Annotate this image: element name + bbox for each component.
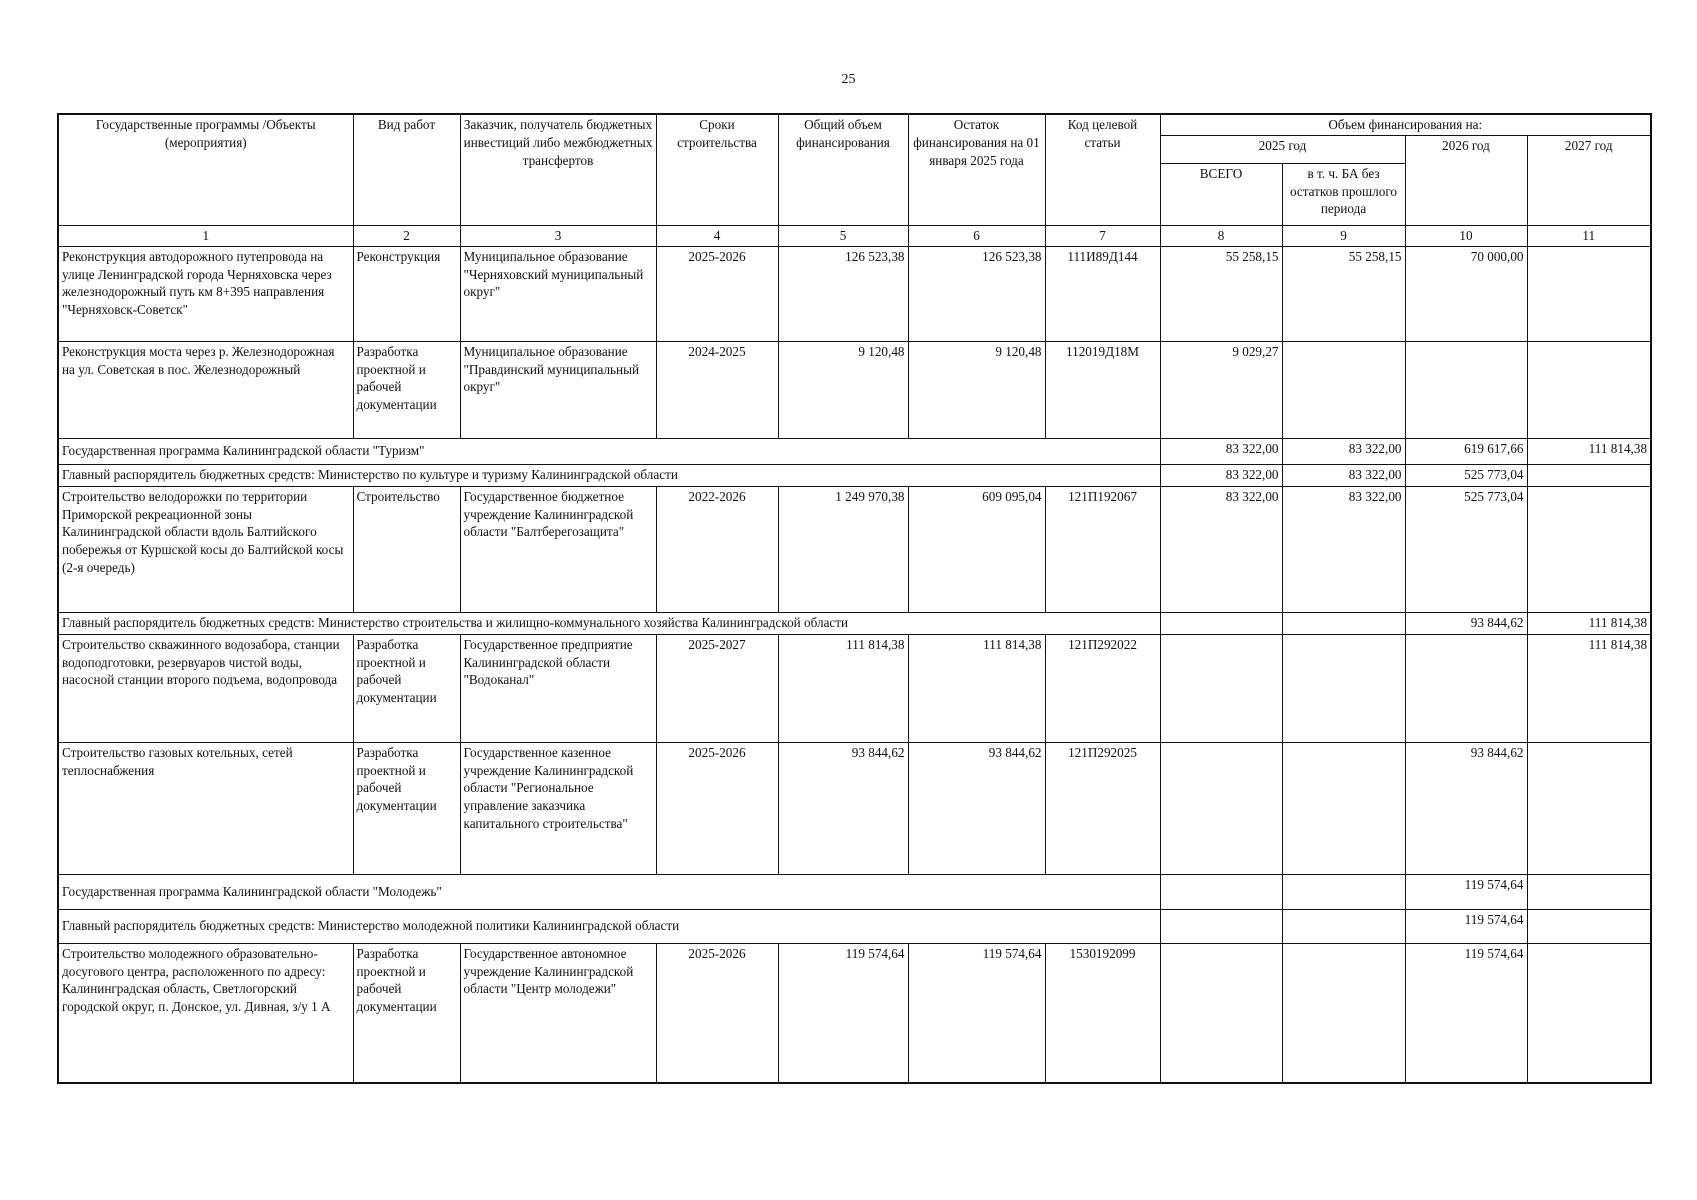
column-number: 1 [58,225,353,246]
object-name: Строительство газовых котельных, сетей теплоснабжения [58,742,353,874]
y2026 [1405,634,1527,742]
y2025-ba [1282,909,1405,943]
column-number: 4 [656,225,778,246]
y2027 [1527,464,1651,486]
period: 2025-2027 [656,634,778,742]
manager-row [58,909,1651,943]
column-number: 6 [908,225,1045,246]
y2025-ba: 83 322,00 [1282,486,1405,612]
y2026: 119 574,64 [1405,943,1527,1083]
y2025-ba [1282,612,1405,634]
budget-manager: Главный распорядитель бюджетных средств: Министерство молодежной политики Калининградской области [58,909,1160,943]
y2025-total: 9 029,27 [1160,341,1282,438]
y2025-total [1160,909,1282,943]
object-row [58,943,1651,1083]
y2025-ba [1282,341,1405,438]
header-remaining: Остаток финансирования на 01 января 2025 года [908,114,1045,225]
y2026: 525 773,04 [1405,464,1527,486]
period: 2025-2026 [656,742,778,874]
target-code: 1530192099 [1045,943,1160,1083]
target-code: 112019Д18М [1045,341,1160,438]
customer: Муниципальное образование "Правдинский муниципальный округ" [460,341,656,438]
period: 2025-2026 [656,246,778,341]
manager-row [58,464,1651,486]
y2025-total [1160,943,1282,1083]
object-row [58,246,1651,341]
y2025-ba [1282,943,1405,1083]
customer: Муниципальное образование "Черняховский муниципальный округ" [460,246,656,341]
y2026 [1405,341,1527,438]
target-code: 121П192067 [1045,486,1160,612]
column-number-row [58,225,1651,246]
total-funding: 126 523,38 [778,246,908,341]
budget-manager: Главный распорядитель бюджетных средств: Министерство строительства и жилищно-коммунального хозяйства Калининградской области [58,612,1160,634]
period: 2022-2026 [656,486,778,612]
budget-manager: Главный распорядитель бюджетных средств: Министерство по культуре и туризму Калининградской области [58,464,1160,486]
customer: Государственное казенное учреждение Калининградской области "Региональное управление заказчика капитального строительства" [460,742,656,874]
y2027: 111 814,38 [1527,634,1651,742]
object-name: Реконструкция автодорожного путепровода на улице Ленинградской города Черняховска через железнодорожный путь км 8+395 направления "Черняховск-Советск" [58,246,353,341]
y2025-ba [1282,874,1405,909]
header-customer: Заказчик, получатель бюджетных инвестиций либо межбюджетных трансфертов [460,114,656,225]
program-name: Государственная программа Калининградской области "Туризм" [58,438,1160,464]
y2027: 111 814,38 [1527,438,1651,464]
work-type: Реконструкция [353,246,460,341]
header-year-2026: 2026 год [1405,135,1527,225]
remaining: 609 095,04 [908,486,1045,612]
customer: Государственное автономное учреждение Калининградской области "Центр молодежи" [460,943,656,1083]
object-name: Строительство молодежного образовательно-досугового центра, расположенного по адресу: Калининградская область, Светлогорский городской округ, п. Донское, ул. Дивная, з/у 1 А [58,943,353,1083]
remaining: 126 523,38 [908,246,1045,341]
y2027 [1527,943,1651,1083]
column-number: 10 [1405,225,1527,246]
y2025-ba [1282,634,1405,742]
program-row [58,438,1651,464]
total-funding: 119 574,64 [778,943,908,1083]
manager-row [58,612,1651,634]
object-row [58,634,1651,742]
column-number: 8 [1160,225,1282,246]
y2027 [1527,246,1651,341]
remaining: 9 120,48 [908,341,1045,438]
header-2025-total: ВСЕГО [1160,163,1282,225]
y2026: 93 844,62 [1405,742,1527,874]
customer: Государственное бюджетное учреждение Калининградской области "Балтберегозащита" [460,486,656,612]
header-funding-group: Объем финансирования на: [1160,114,1651,135]
work-type: Разработка проектной и рабочей документации [353,634,460,742]
remaining: 119 574,64 [908,943,1045,1083]
y2026: 119 574,64 [1405,874,1527,909]
header-work-type: Вид работ [353,114,460,225]
y2026: 70 000,00 [1405,246,1527,341]
header-code: Код целевой статьи [1045,114,1160,225]
object-row [58,486,1651,612]
financing-table [57,113,1652,1084]
period: 2024-2025 [656,341,778,438]
total-funding: 1 249 970,38 [778,486,908,612]
y2025-ba: 55 258,15 [1282,246,1405,341]
column-number: 7 [1045,225,1160,246]
period: 2025-2026 [656,943,778,1083]
y2027 [1527,341,1651,438]
y2027 [1527,742,1651,874]
work-type: Разработка проектной и рабочей документации [353,341,460,438]
target-code: 111И89Д144 [1045,246,1160,341]
program-row [58,874,1651,909]
total-funding: 111 814,38 [778,634,908,742]
y2027 [1527,909,1651,943]
y2025-total: 83 322,00 [1160,486,1282,612]
header-2025-ba: в т. ч. БА без остатков прошлого периода [1282,163,1405,225]
y2025-total [1160,612,1282,634]
column-number: 9 [1282,225,1405,246]
header-objects: Государственные программы /Объекты (мероприятия) [58,114,353,225]
target-code: 121П292025 [1045,742,1160,874]
y2025-ba [1282,742,1405,874]
work-type: Разработка проектной и рабочей документации [353,943,460,1083]
page-number: 25 [841,72,856,87]
y2025-total: 83 322,00 [1160,464,1282,486]
remaining: 93 844,62 [908,742,1045,874]
y2025-ba: 83 322,00 [1282,464,1405,486]
y2027 [1527,874,1651,909]
header-period: Сроки строительства [656,114,778,225]
header-year-2027: 2027 год [1527,135,1651,225]
y2027: 111 814,38 [1527,612,1651,634]
column-number: 11 [1527,225,1651,246]
remaining: 111 814,38 [908,634,1045,742]
y2026: 119 574,64 [1405,909,1527,943]
y2025-ba: 83 322,00 [1282,438,1405,464]
program-name: Государственная программа Калининградской области "Молодежь" [58,874,1160,909]
object-name: Строительство велодорожки по территории Приморской рекреационной зоны Калининградской области вдоль Балтийского побережья от Куршской косы до Балтийской косы (2-я очередь) [58,486,353,612]
y2027 [1527,486,1651,612]
column-number: 2 [353,225,460,246]
object-row [58,742,1651,874]
header-year-2025: 2025 год [1160,135,1405,163]
y2025-total: 83 322,00 [1160,438,1282,464]
y2025-total: 55 258,15 [1160,246,1282,341]
customer: Государственное предприятие Калининградской области "Водоканал" [460,634,656,742]
total-funding: 9 120,48 [778,341,908,438]
y2026: 619 617,66 [1405,438,1527,464]
y2025-total [1160,742,1282,874]
header-total-funding: Общий объем финансирования [778,114,908,225]
work-type: Разработка проектной и рабочей документации [353,742,460,874]
y2025-total [1160,874,1282,909]
object-name: Строительство скважинного водозабора, станции водоподготовки, резервуаров чистой воды, насосной станции второго подъема, водопровода [58,634,353,742]
column-number: 5 [778,225,908,246]
y2026: 93 844,62 [1405,612,1527,634]
object-name: Реконструкция моста через р. Железнодорожная на ул. Советская в пос. Железнодорожный [58,341,353,438]
object-row [58,341,1651,438]
y2025-total [1160,634,1282,742]
work-type: Строительство [353,486,460,612]
column-number: 3 [460,225,656,246]
target-code: 121П292022 [1045,634,1160,742]
y2026: 525 773,04 [1405,486,1527,612]
total-funding: 93 844,62 [778,742,908,874]
